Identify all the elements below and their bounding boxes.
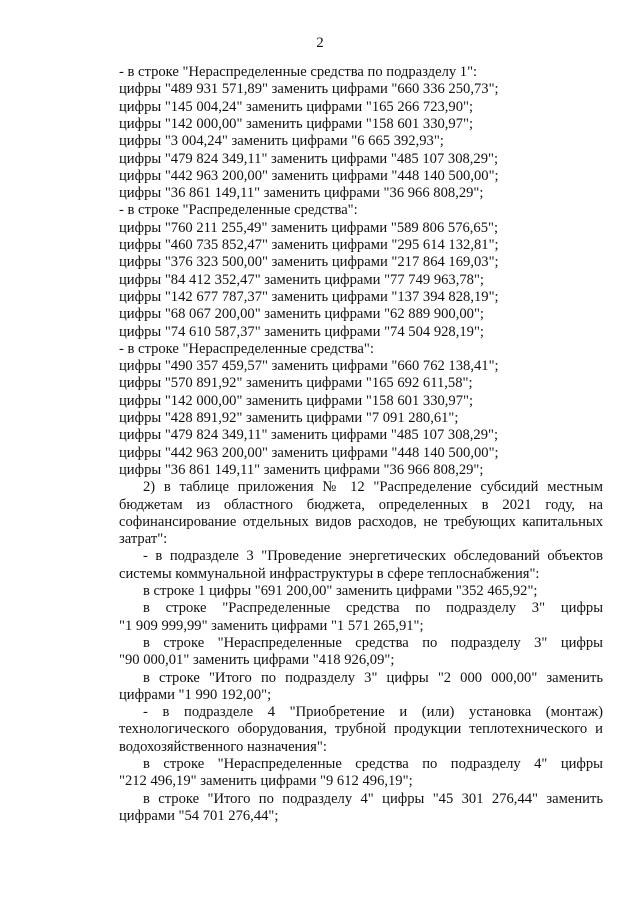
- text-line: системы коммунальной инфраструктуры в сфере теплоснабжения":: [119, 565, 540, 582]
- text-line: цифры "142 000,00" заменить цифрами "158 601 330,97";: [119, 392, 474, 409]
- text-line: цифры "428 891,92" заменить цифрами "7 091 280,61";: [119, 410, 459, 426]
- text-line: цифры "68 067 200,00" заменить цифрами "62 889 900,00";: [119, 306, 484, 323]
- text-line: цифры "442 963 200,00" заменить цифрами "448 140 500,00";: [119, 167, 499, 184]
- text-line: цифры "479 824 349,11" заменить цифрами "485 107 308,29";: [119, 150, 499, 167]
- text-line: водохозяйственного назначения":: [119, 738, 327, 755]
- text-line: технологического оборудования, трубной продукции теплотехнического и: [119, 721, 603, 738]
- text-line: - в строке "Нераспределенные средства по подразделу 1":: [119, 64, 478, 80]
- text-line: цифры "145 004,24" заменить цифрами "165 266 723,90";: [119, 98, 474, 115]
- text-line: цифры "142 000,00" заменить цифрами "158 601 330,97";: [119, 115, 474, 132]
- text-line: в строке 1 цифры "691 200,00" заменить цифрами "352 465,92";: [143, 583, 538, 599]
- text-line: цифры "142 677 787,37" заменить цифрами "137 394 828,19";: [119, 288, 499, 305]
- page-number: 2: [316, 35, 324, 51]
- text-line: цифры "442 963 200,00" заменить цифрами "448 140 500,00";: [119, 444, 499, 461]
- text-line: в строке "Итого по подразделу 3" цифры "2 000 000,00" заменить: [143, 669, 603, 686]
- text-line: цифрами "1 990 192,00";: [119, 686, 272, 703]
- text-line: цифры "36 861 149,11" заменить цифрами "36 966 808,29";: [119, 185, 484, 202]
- text-line: "1 909 999,99" заменить цифрами "1 571 265,91";: [119, 617, 424, 634]
- text-line: - в подразделе 3 "Проведение энергетических обследований объектов: [143, 548, 603, 565]
- text-line: цифры "36 861 149,11" заменить цифрами "36 966 808,29";: [119, 461, 484, 478]
- text-line: цифры "570 891,92" заменить цифрами "165 692 611,58";: [119, 375, 473, 392]
- text-line: цифры "479 824 349,11" заменить цифрами "485 107 308,29";: [119, 427, 499, 444]
- text-line: в строке "Итого по подразделу 4" цифры "45 301 276,44" заменить: [143, 790, 603, 807]
- text-line: цифры "3 004,24" заменить цифрами "6 665 392,93";: [119, 133, 444, 150]
- text-line: бюджетам из областного бюджета, определенных в 2021 году, на: [119, 496, 603, 513]
- text-line: цифры "489 931 571,89" заменить цифрами "660 336 250,73";: [119, 81, 499, 98]
- text-line: в строке "Нераспределенные средства по подразделу 4" цифры: [143, 756, 603, 772]
- text-line: цифрами "54 701 276,44";: [119, 807, 279, 824]
- text-line: - в строке "Нераспределенные средства":: [119, 340, 374, 357]
- text-line: цифры "376 323 500,00" заменить цифрами "217 864 169,03";: [119, 254, 499, 271]
- text-line: софинансирование отдельных видов расходов, не требующих капитальных: [119, 513, 603, 530]
- text-line: в строке "Нераспределенные средства по подразделу 3" цифры: [143, 634, 603, 651]
- text-line: цифры "760 211 255,49" заменить цифрами "589 806 576,65";: [119, 219, 499, 236]
- text-line: в строке "Распределенные средства по подразделу 3" цифры: [143, 600, 603, 617]
- text-line: - в строке "Распределенные средства":: [119, 202, 358, 219]
- text-line: - в подразделе 4 "Приобретение и (или) установка (монтаж): [143, 704, 603, 721]
- text-line: цифры "84 412 352,47" заменить цифрами "77 749 963,78";: [119, 271, 484, 288]
- text-line: цифры "490 357 459,57" заменить цифрами "660 762 138,41";: [119, 358, 499, 375]
- text-line: цифры "74 610 587,37" заменить цифрами "74 504 928,19";: [119, 323, 484, 340]
- text-line: затрат":: [119, 531, 168, 548]
- text-line: "212 496,19" заменить цифрами "9 612 496,19";: [119, 773, 413, 790]
- text-line: "90 000,01" заменить цифрами "418 926,09";: [119, 652, 395, 669]
- text-line: цифры "460 735 852,47" заменить цифрами "295 614 132,81";: [119, 237, 499, 253]
- text-line: 2) в таблице приложения № 12 "Распределение субсидий местным: [143, 479, 603, 496]
